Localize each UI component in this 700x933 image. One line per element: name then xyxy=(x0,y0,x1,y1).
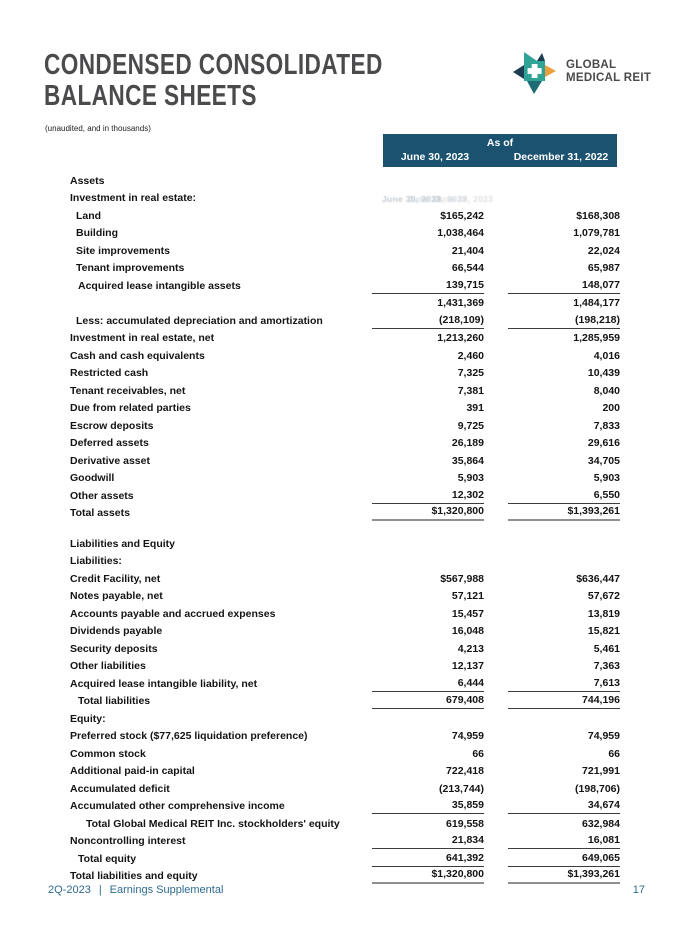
row-label: Building xyxy=(76,227,118,239)
table-row xyxy=(70,622,620,640)
value-december-31-2022: 22,024 xyxy=(587,244,620,257)
value-december-31-2022: 34,674 xyxy=(508,799,620,814)
value-june-30-2023: 619,558 xyxy=(446,817,484,830)
value-june-30-2023: 74,959 xyxy=(451,730,484,742)
page-title-line1: CONDENSED CONSOLIDATED xyxy=(44,49,383,81)
value-december-31-2022: 16,081 xyxy=(508,834,620,849)
row-label: Deferred assets xyxy=(70,437,149,449)
table-row xyxy=(70,451,620,469)
value-december-31-2022: 5,461 xyxy=(593,642,620,655)
row-label: Notes payable, net xyxy=(70,590,163,602)
table-spacer xyxy=(70,521,620,534)
section-header-label: Assets xyxy=(70,174,105,187)
table-row xyxy=(70,434,620,452)
value-june-30-2023: 26,189 xyxy=(451,437,484,449)
value-december-31-2022: 632,984 xyxy=(582,817,620,830)
value-december-31-2022: 7,363 xyxy=(593,660,620,672)
column-header-band xyxy=(383,134,617,167)
value-june-30-2023: 1,038,464 xyxy=(437,227,484,239)
row-label: Goodwill xyxy=(70,472,115,484)
table-row xyxy=(70,241,620,259)
value-june-30-2023: 641,392 xyxy=(372,852,484,867)
value-december-31-2022 xyxy=(508,725,620,727)
table-row xyxy=(70,399,620,417)
value-june-30-2023 xyxy=(372,550,484,552)
value-june-30-2023: $1,320,800 xyxy=(372,505,484,521)
table-row xyxy=(70,224,620,242)
row-label: Total liabilities xyxy=(78,695,151,707)
value-june-30-2023: 16,048 xyxy=(451,625,484,637)
row-label: Acquired lease intangible assets xyxy=(78,279,241,292)
table-row xyxy=(70,346,620,364)
table-row xyxy=(70,504,620,522)
row-label: Dividends payable xyxy=(70,625,163,637)
table-row xyxy=(70,657,620,675)
value-june-30-2023: (213,744) xyxy=(439,782,484,795)
row-label: Tenant improvements xyxy=(76,262,185,274)
table-row xyxy=(70,762,620,780)
page-title-line2: BALANCE SHEETS xyxy=(44,80,257,112)
row-label: Credit Facility, net xyxy=(70,572,161,585)
value-june-30-2023 xyxy=(372,187,484,189)
table-row xyxy=(70,744,620,762)
table-row xyxy=(70,727,620,745)
value-december-31-2022: 1,079,781 xyxy=(573,227,620,239)
value-december-31-2022: 4,016 xyxy=(593,349,620,362)
table-row xyxy=(70,779,620,797)
footer-report-label: 2Q-2023 xyxy=(48,884,91,896)
value-december-31-2022: 1,285,959 xyxy=(573,332,620,344)
table-row xyxy=(70,569,620,587)
table-row xyxy=(70,294,620,312)
row-label: Noncontrolling interest xyxy=(70,835,186,847)
value-december-31-2022: 721,991 xyxy=(582,765,620,777)
row-label: Preferred stock ($77,625 liquidation preference) xyxy=(70,730,308,742)
table-row xyxy=(70,206,620,224)
value-june-30-2023: 1,431,369 xyxy=(437,297,484,309)
value-december-31-2022: $1,393,261 xyxy=(508,868,620,884)
value-december-31-2022: (198,218) xyxy=(508,314,620,329)
as-of-label: As of xyxy=(486,137,514,149)
table-row xyxy=(70,814,620,832)
value-december-31-2022: 649,065 xyxy=(508,852,620,867)
table-row xyxy=(70,867,620,885)
value-june-30-2023: 5,903 xyxy=(457,472,484,484)
value-june-30-2023: 391 xyxy=(466,402,484,414)
table-row xyxy=(70,276,620,294)
table-row xyxy=(70,311,620,329)
row-label: Restricted cash xyxy=(70,367,149,379)
row-label: Equity: xyxy=(70,712,106,725)
table-row xyxy=(70,189,620,207)
row-label: Due from related parties xyxy=(70,402,191,414)
value-june-30-2023: 722,418 xyxy=(446,765,484,777)
value-december-31-2022: 148,077 xyxy=(508,279,620,294)
table-row xyxy=(70,849,620,867)
value-june-30-2023: 1,213,260 xyxy=(437,332,484,344)
table-row xyxy=(70,674,620,692)
value-december-31-2022 xyxy=(508,550,620,552)
value-june-30-2023: 7,381 xyxy=(457,384,484,397)
value-december-31-2022: 200 xyxy=(602,402,620,414)
value-june-30-2023: 9,725 xyxy=(457,419,484,432)
table-row xyxy=(70,329,620,347)
table-row xyxy=(70,486,620,504)
row-label xyxy=(70,309,372,311)
value-june-30-2023: 66,544 xyxy=(451,262,484,274)
row-label: Tenant receivables, net xyxy=(70,384,186,397)
value-june-30-2023: 66 xyxy=(472,747,484,760)
value-june-30-2023: 21,404 xyxy=(451,244,484,257)
row-label: Derivative asset xyxy=(70,454,150,467)
table-row xyxy=(70,692,620,710)
table-row xyxy=(70,469,620,487)
value-june-30-2023: $165,242 xyxy=(440,209,484,222)
value-december-31-2022: 744,196 xyxy=(508,694,620,709)
column-header-june-30-2023: June 30, 2023 xyxy=(400,151,470,163)
value-december-31-2022: 66 xyxy=(608,747,620,760)
row-label: Accumulated other comprehensive income xyxy=(70,800,285,812)
table-row xyxy=(70,171,620,189)
value-december-31-2022: $168,308 xyxy=(576,209,620,222)
pinwheel-cross-icon xyxy=(512,52,557,101)
row-label: Acquired lease intangible liability, net xyxy=(70,677,258,690)
row-label: Cash and cash equivalents xyxy=(70,349,205,362)
row-label: Additional paid-in capital xyxy=(70,765,195,777)
table-row xyxy=(70,604,620,622)
row-label: Accumulated deficit xyxy=(70,782,170,795)
footer-separator: | xyxy=(98,884,102,896)
row-label: Land xyxy=(76,209,102,222)
table-row xyxy=(70,259,620,277)
table-row xyxy=(70,639,620,657)
value-december-31-2022: 13,819 xyxy=(587,607,620,620)
value-june-30-2023: 15,457 xyxy=(451,607,484,620)
value-june-30-2023: $1,320,800 xyxy=(372,868,484,884)
table-row xyxy=(70,364,620,382)
row-label: Escrow deposits xyxy=(70,419,154,432)
value-december-31-2022 xyxy=(508,204,620,206)
value-december-31-2022: 29,616 xyxy=(587,437,620,449)
value-june-30-2023: 2,460 xyxy=(457,349,484,362)
table-row xyxy=(70,381,620,399)
row-label: Other assets xyxy=(70,489,134,502)
page-number: 17 xyxy=(632,884,645,896)
company-name-line2: MEDICAL REIT xyxy=(566,72,652,84)
value-june-30-2023: $567,988 xyxy=(440,572,484,585)
table-row xyxy=(70,416,620,434)
row-label: Investment in real estate, net xyxy=(70,332,215,344)
row-label: Security deposits xyxy=(70,642,158,655)
value-june-30-2023: 35,859 xyxy=(372,799,484,814)
value-june-30-2023: 139,715 xyxy=(372,279,484,294)
value-december-31-2022: (198,706) xyxy=(575,782,620,795)
ghost-artifact-text: June 30, 2023 xyxy=(382,194,442,204)
value-december-31-2022: $1,393,261 xyxy=(508,505,620,521)
row-label: Accounts payable and accrued expenses xyxy=(70,607,276,620)
value-december-31-2022: 34,705 xyxy=(587,454,620,467)
value-december-31-2022: 57,672 xyxy=(587,590,620,602)
row-label: Common stock xyxy=(70,747,146,760)
page-title xyxy=(44,50,383,112)
row-label: Total equity xyxy=(78,852,137,865)
table-row xyxy=(70,797,620,815)
value-december-31-2022: 8,040 xyxy=(593,384,620,397)
value-december-31-2022 xyxy=(508,187,620,189)
value-june-30-2023 xyxy=(372,725,484,727)
row-label: Site improvements xyxy=(76,244,170,257)
value-december-31-2022: 1,484,177 xyxy=(573,297,620,309)
value-december-31-2022: $636,447 xyxy=(576,572,620,585)
value-december-31-2022: 65,987 xyxy=(587,262,620,274)
row-label: Total liabilities and equity xyxy=(70,870,198,882)
footer-text xyxy=(48,884,223,896)
row-label: Liabilities: xyxy=(70,555,122,567)
row-label: Investment in real estate: xyxy=(70,192,197,204)
value-june-30-2023: 4,213 xyxy=(457,642,484,655)
column-header-december-31-2022: December 31, 2022 xyxy=(513,151,609,163)
balance-sheet-rows xyxy=(70,171,620,884)
table-row xyxy=(70,587,620,605)
value-december-31-2022 xyxy=(508,567,620,569)
value-june-30-2023: 12,302 xyxy=(372,489,484,504)
value-june-30-2023 xyxy=(372,194,484,206)
row-label: Total assets xyxy=(70,507,130,519)
table-row xyxy=(70,534,620,552)
value-december-31-2022: 74,959 xyxy=(587,730,620,742)
value-june-30-2023: 21,834 xyxy=(372,834,484,849)
section-header-label: Liabilities and Equity xyxy=(70,537,176,550)
value-june-30-2023: 6,444 xyxy=(372,677,484,692)
value-june-30-2023: 12,137 xyxy=(451,660,484,672)
row-label: Total Global Medical REIT Inc. stockholders' equity xyxy=(86,817,340,830)
table-row xyxy=(70,832,620,850)
value-december-31-2022: 10,439 xyxy=(587,367,620,379)
value-june-30-2023: 57,121 xyxy=(451,590,484,602)
value-december-31-2022: 6,550 xyxy=(508,489,620,504)
value-june-30-2023: 35,864 xyxy=(451,454,484,467)
row-label: Other liabilities xyxy=(70,660,146,672)
value-june-30-2023: 7,325 xyxy=(457,367,484,379)
value-december-31-2022: 7,833 xyxy=(593,419,620,432)
company-logo xyxy=(512,52,651,101)
company-name xyxy=(566,52,651,101)
value-december-31-2022: 7,613 xyxy=(508,677,620,692)
value-june-30-2023 xyxy=(372,567,484,569)
row-label: Less: accumulated depreciation and amortization xyxy=(76,314,323,327)
table-row xyxy=(70,552,620,570)
table-row xyxy=(70,709,620,727)
company-name-line1: GLOBAL xyxy=(566,59,617,71)
value-june-30-2023: 679,408 xyxy=(372,694,484,709)
value-december-31-2022: 5,903 xyxy=(593,472,620,484)
page-subtitle: (unaudited, and in thousands) xyxy=(45,124,151,133)
footer-supplemental-label: Earnings Supplemental xyxy=(109,884,224,896)
value-june-30-2023: (218,109) xyxy=(372,314,484,329)
value-december-31-2022: 15,821 xyxy=(587,625,620,637)
